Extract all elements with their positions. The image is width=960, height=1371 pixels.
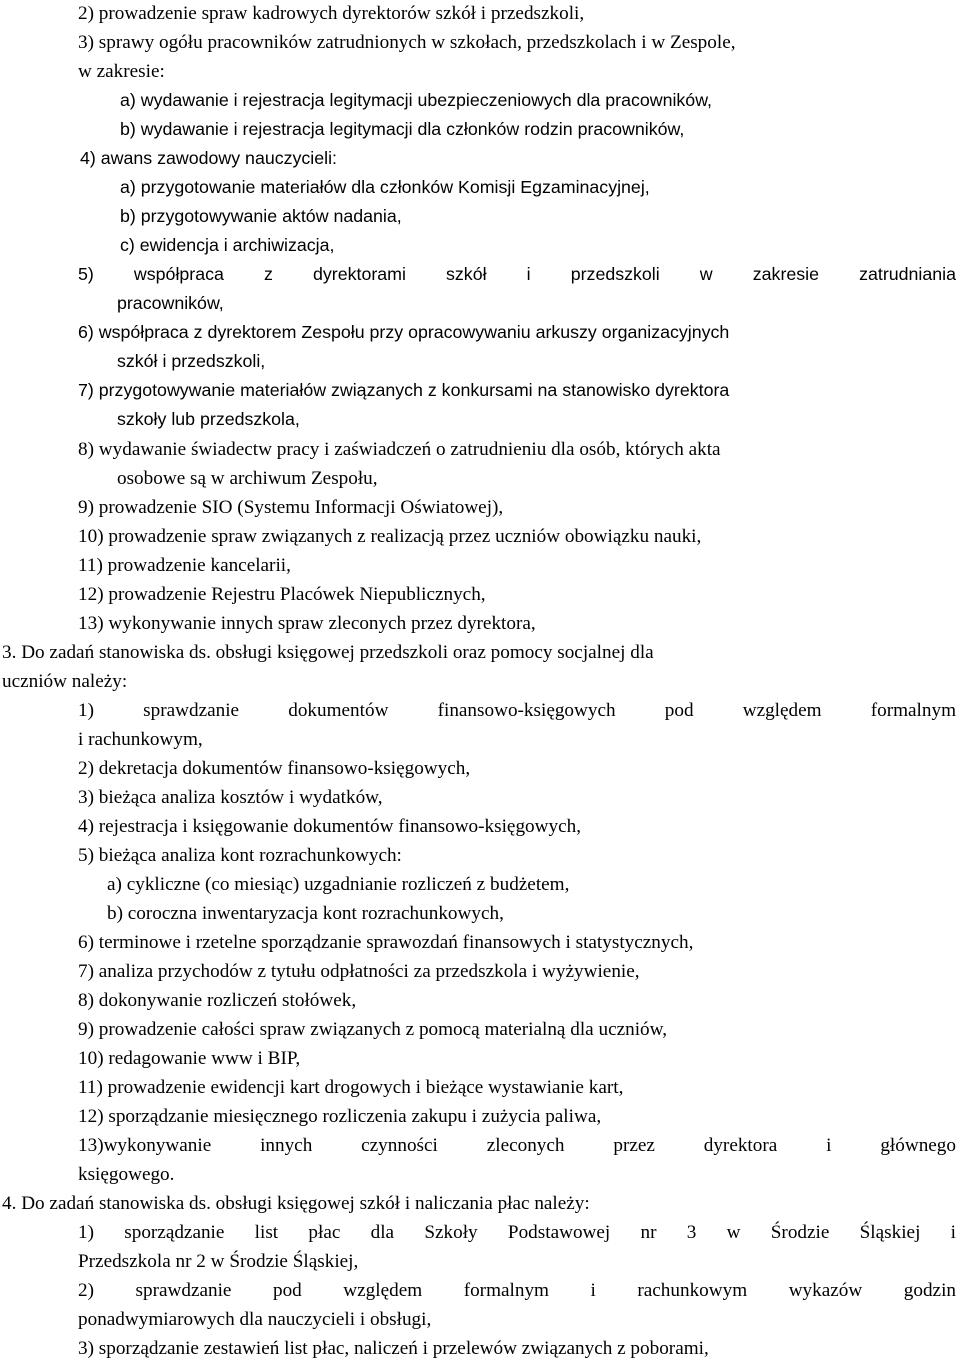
text-line: 8) wydawanie świadectw pracy i zaświadczeń o zatrudnieniu dla osób, których akta [78,439,721,460]
text-line: 3) sprawy ogółu pracowników zatrudnionych w szkołach, przedszkolach i w Zespole, [78,32,736,53]
text-line: c) ewidencja i archiwizacja, [120,235,335,255]
text-line: 3) bieżąca analiza kosztów i wydatków, [78,787,383,808]
text-line: 1) sporządzanie list płac dla Szkoły Podstawowej nr 3 w Środzie Śląskiej i [78,1222,956,1243]
text-line: 7) analiza przychodów z tytułu odpłatności za przedszkola i wyżywienie, [78,961,640,982]
text-line: 8) dokonywanie rozliczeń stołówek, [78,990,357,1011]
text-line: b) przygotowywanie aktów nadania, [120,206,402,226]
text-line: 10) prowadzenie spraw związanych z realizacją przez uczniów obowiązku nauki, [78,526,702,547]
text-line: 9) prowadzenie całości spraw związanych z pomocą materialną dla uczniów, [78,1019,668,1040]
text-line: 12) sporządzanie miesięcznego rozliczenia zakupu i zużycia paliwa, [78,1106,602,1127]
text-line: 3. Do zadań stanowiska ds. obsługi księgowej przedszkoli oraz pomocy socjalnej dla [2,642,654,663]
text-line: w zakresie: [78,61,165,82]
text-line: 6) współpraca z dyrektorem Zespołu przy opracowywaniu arkuszy organizacyjnych [78,322,730,342]
text-line: szkoły lub przedszkola, [117,409,300,429]
text-line: księgowego. [78,1164,175,1185]
text-line: ponadwymiarowych dla nauczycieli i obsługi, [78,1309,432,1330]
text-line: 4) awans zawodowy nauczycieli: [80,148,337,168]
text-line: a) przygotowanie materiałów dla członków Komisji Egzaminacyjnej, [120,177,650,197]
text-line: 2) dekretacja dokumentów finansowo-księgowych, [78,758,471,779]
text-line: 6) terminowe i rzetelne sporządzanie sprawozdań finansowych i statystycznych, [78,932,694,953]
text-line: 1) sprawdzanie dokumentów finansowo-księgowych pod względem formalnym [78,700,956,721]
text-line: a) cykliczne (co miesiąc) uzgadnianie rozliczeń z budżetem, [107,874,570,895]
text-line: b) wydawanie i rejestracja legitymacji dla członków rodzin pracowników, [120,119,685,139]
text-line: 11) prowadzenie kancelarii, [78,555,291,576]
text-line: 13) wykonywanie innych spraw zleconych przez dyrektora, [78,613,536,634]
text-line: 7) przygotowywanie materiałów związanych z konkursami na stanowisko dyrektora [78,380,730,400]
text-line: osobowe są w archiwum Zespołu, [117,468,378,489]
text-line: 4) rejestracja i księgowanie dokumentów finansowo-księgowych, [78,816,581,837]
text-line: 5) bieżąca analiza kont rozrachunkowych: [78,845,402,866]
text-line: pracowników, [117,293,224,313]
text-line: 2) sprawdzanie pod względem formalnym i rachunkowym wykazów godzin [78,1280,956,1301]
text-line: 4. Do zadań stanowiska ds. obsługi księgowej szkół i naliczania płac należy: [2,1193,590,1214]
text-line: Przedszkola nr 2 w Środzie Śląskiej, [78,1251,359,1272]
text-line: 10) redagowanie www i BIP, [78,1048,301,1069]
text-line: 11) prowadzenie ewidencji kart drogowych i bieżące wystawianie kart, [78,1077,624,1098]
text-line: uczniów należy: [2,671,128,692]
text-line: szkół i przedszkoli, [117,351,266,371]
text-line: 3) sporządzanie zestawień list płac, naliczeń i przelewów związanych z poborami, [78,1338,709,1359]
text-line: a) wydawanie i rejestracja legitymacji ubezpieczeniowych dla pracowników, [120,90,712,110]
text-line: 5) współpraca z dyrektorami szkół i przedszkoli w zakresie zatrudniania [78,264,956,284]
text-line: 13)wykonywanie innych czynności zleconych przez dyrektora i głównego [78,1135,956,1156]
text-line: i rachunkowym, [78,729,203,750]
text-line: b) coroczna inwentaryzacja kont rozrachunkowych, [107,903,504,924]
text-line: 2) prowadzenie spraw kadrowych dyrektorów szkół i przedszkoli, [78,3,585,24]
text-line: 12) prowadzenie Rejestru Placówek Niepublicznych, [78,584,486,605]
text-line: 9) prowadzenie SIO (Systemu Informacji Oświatowej), [78,497,504,518]
